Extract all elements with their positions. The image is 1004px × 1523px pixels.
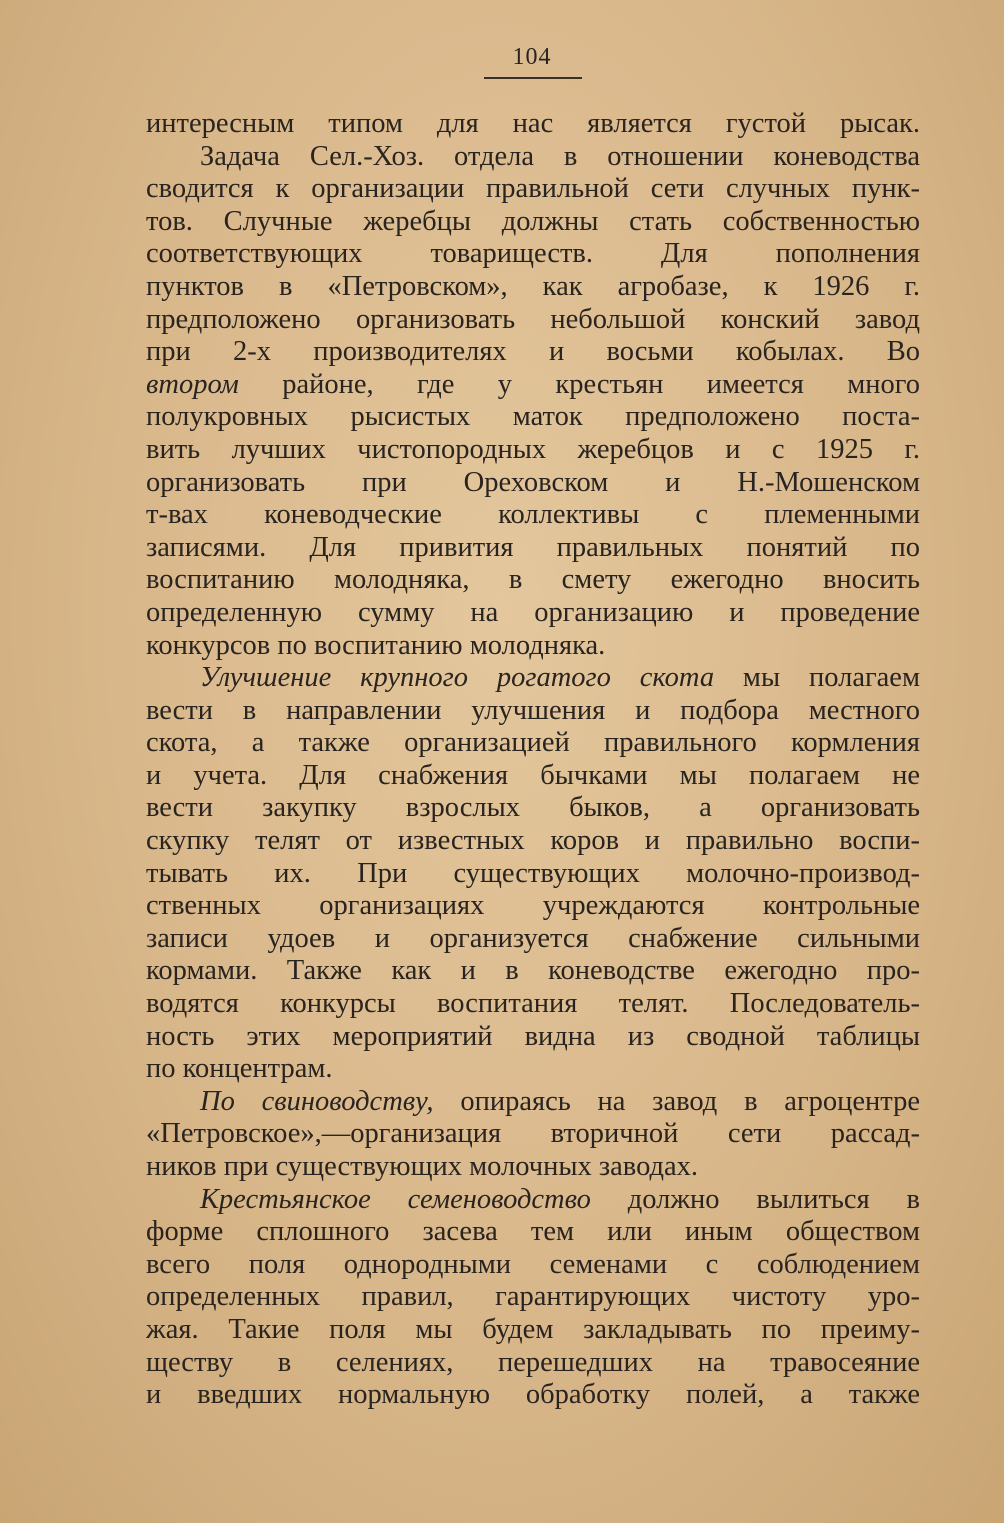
text-segment: пунктов в «Петровском», как агробазе, к 1926 г. — [146, 270, 920, 302]
text-line — [146, 1184, 920, 1217]
text-segment: жая. Такие поля мы будем закладывать по преиму- — [146, 1313, 920, 1345]
page-number: 104 — [512, 44, 552, 70]
text-segment: опираясь на завод в агроцентре — [433, 1085, 920, 1117]
text-line — [146, 1053, 920, 1086]
text-segment: интересным типом для нас является густой рысак. — [146, 108, 920, 139]
text-segment: вести в направлении улучшения и подбора местного — [146, 694, 920, 726]
text-segment: при 2-х производителях и восьми кобылах. Во — [146, 336, 920, 368]
text-line — [146, 955, 920, 988]
text-segment: записями. Для привития правильных понятий по — [146, 531, 920, 563]
text-segment: организовать при Ореховском и Н.-Мошенском — [146, 466, 920, 498]
text-segment: конкурсов по воспитанию молодняка. — [146, 629, 606, 661]
text-line — [146, 304, 920, 337]
text-line — [146, 1118, 920, 1151]
text-segment: вить лучших чистопородных жеребцов и с 1925 г. — [146, 433, 920, 465]
text-segment: по концентрам. — [146, 1053, 333, 1085]
text-line — [146, 564, 920, 597]
italic-phrase: втором — [146, 368, 239, 400]
text-line — [146, 238, 920, 271]
text-line — [146, 760, 920, 793]
text-line — [146, 141, 920, 174]
text-segment: кормами. Также как и в коневодстве ежегодно про- — [146, 955, 920, 987]
text-segment: сводится к организации правильной сети случных пунк- — [146, 173, 920, 205]
text-segment: ников при существующих молочных заводах. — [146, 1151, 699, 1182]
text-segment: всего поля однородными семенами с соблюдением — [146, 1248, 920, 1280]
text-line — [146, 1216, 920, 1249]
text-segment: ность этих мероприятий видна из сводной таблицы — [146, 1020, 920, 1052]
text-segment: ществу в селениях, перешедших на травосеяние — [146, 1346, 920, 1378]
text-segment: районе, где у крестьян имеется много — [238, 368, 920, 400]
text-segment: водятся конкурсы воспитания телят. Последователь- — [146, 988, 920, 1020]
text-line — [146, 1379, 920, 1412]
text-line — [146, 890, 920, 923]
italic-phrase: Крестьянское семеноводство — [200, 1183, 591, 1215]
text-segment: соответствующих товариществ. Для пополнения — [146, 238, 920, 270]
text-line — [146, 173, 920, 206]
text-line — [146, 858, 920, 891]
page-number-rule — [484, 77, 582, 79]
text-segment: воспитанию молодняка, в смету ежегодно вносить — [146, 564, 920, 596]
text-line — [146, 1281, 920, 1314]
text-line — [146, 662, 920, 695]
text-segment: форме сплошного засева тем или иным обществом — [146, 1216, 920, 1248]
text-line — [146, 695, 920, 728]
text-line — [146, 1347, 920, 1380]
body-text — [146, 108, 920, 1412]
text-line — [146, 792, 920, 825]
text-segment: вести закупку взрослых быков, а организовать — [146, 792, 920, 824]
text-segment: полукровных рысистых маток предположено поста- — [146, 401, 920, 433]
text-line — [146, 467, 920, 500]
text-segment: «Петровское»,—организация вторичной сети рассад- — [146, 1118, 920, 1150]
text-line — [146, 923, 920, 956]
text-line — [146, 727, 920, 760]
text-line — [146, 108, 920, 141]
text-segment: должно вылиться в — [590, 1183, 920, 1215]
text-segment: определенных правил, гарантирующих чистоту уро- — [146, 1281, 920, 1313]
text-segment: определенную сумму на организацию и проведение — [146, 596, 920, 628]
text-segment: тов. Случные жеребцы должны стать собственностью — [146, 205, 920, 237]
text-segment: скупку телят от известных коров и правильно воспи- — [146, 825, 920, 857]
text-line — [146, 401, 920, 434]
text-segment: записи удоев и организуется снабжение сильными — [146, 922, 920, 954]
text-line — [146, 336, 920, 369]
text-line — [146, 1086, 920, 1119]
text-line — [146, 1314, 920, 1347]
text-line — [146, 271, 920, 304]
text-line — [146, 1151, 920, 1184]
text-line — [146, 369, 920, 402]
italic-phrase: По свиноводству, — [200, 1085, 434, 1117]
text-segment: предположено организовать небольшой конский завод — [146, 303, 920, 335]
text-line — [146, 825, 920, 858]
text-line — [146, 597, 920, 630]
text-line — [146, 532, 920, 565]
text-line — [146, 1021, 920, 1054]
text-line — [146, 1249, 920, 1282]
italic-phrase: Улучшение крупного рогатого скота — [200, 662, 715, 694]
text-line — [146, 499, 920, 532]
text-line — [146, 206, 920, 239]
text-line — [146, 434, 920, 467]
text-segment: скота, а также организацией правильного кормления — [146, 727, 920, 759]
text-segment: и введших нормальную обработку полей, а также — [146, 1379, 920, 1411]
text-segment: тывать их. При существующих молочно-производ- — [146, 857, 920, 889]
text-segment: ственных организациях учреждаются контрольные — [146, 890, 920, 922]
text-segment: т-вах коневодческие коллективы с племенными — [146, 499, 920, 531]
text-line — [146, 988, 920, 1021]
text-segment: мы полагаем — [714, 662, 920, 694]
text-segment: Задача Сел.-Хоз. отдела в отношении коневодства — [200, 140, 920, 172]
text-line — [146, 630, 920, 663]
text-segment: и учета. Для снабжения бычками мы полагаем не — [146, 759, 920, 791]
